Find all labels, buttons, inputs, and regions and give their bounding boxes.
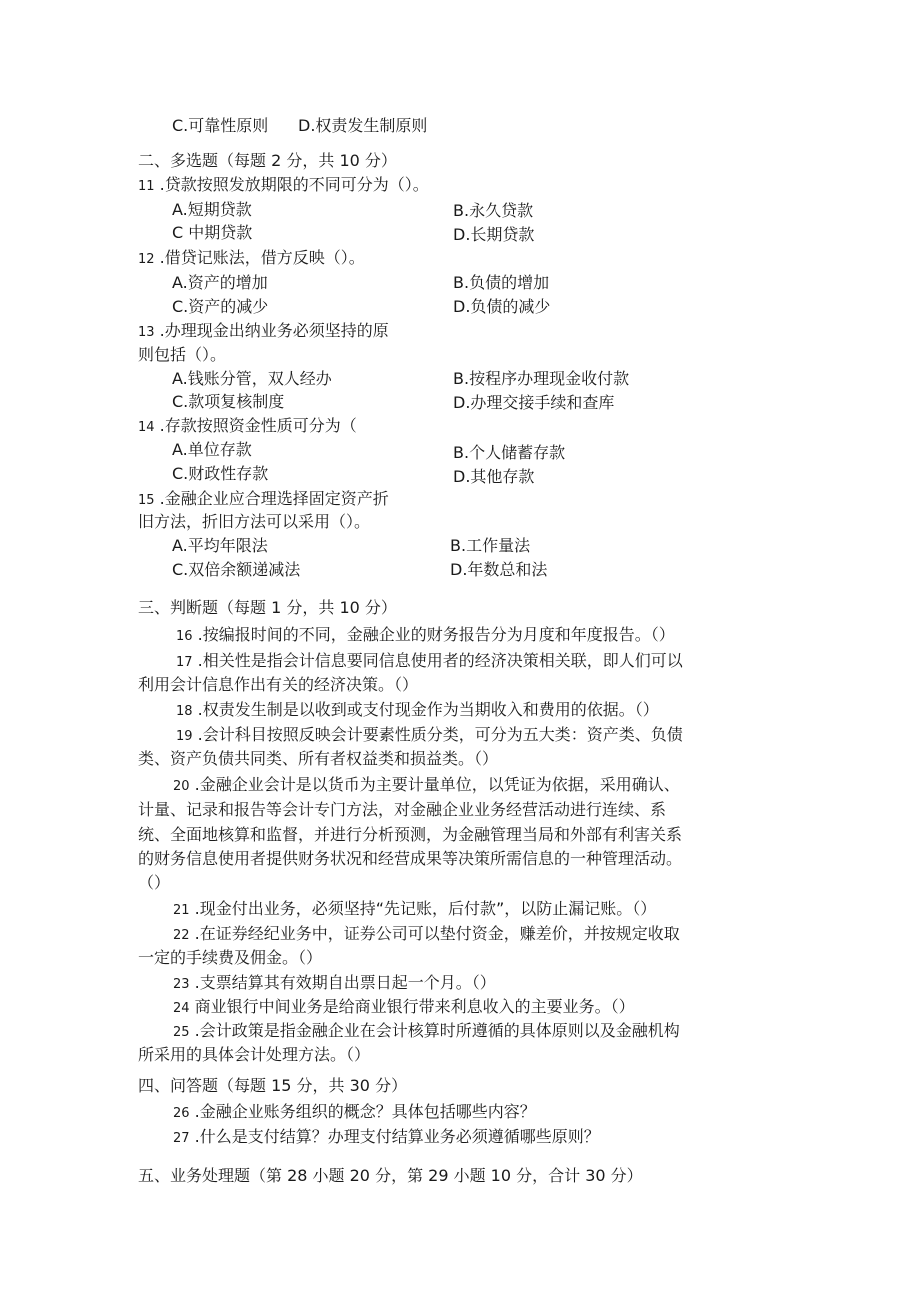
question: [138, 248, 365, 270]
statement-number: 21: [173, 903, 190, 918]
question-number: 26: [173, 1106, 190, 1121]
statement-number: 22: [173, 928, 190, 943]
option-b: B.工作量法: [450, 536, 531, 555]
question: [138, 416, 357, 438]
question: [138, 489, 389, 511]
question-text: .金融企业应合理选择固定资产折: [159, 489, 389, 508]
statement-text-continued: 所采用的具体会计处理方法。（）: [138, 1045, 371, 1064]
statement-text-continued: 统、全面地核算和监督，并进行分析预测，为金融管理当局和外部有利害关系: [138, 825, 683, 844]
statement-text: 商业银行中间业务是给商业银行带来利息收入的主要业务。（）: [194, 997, 635, 1016]
statement-text: .在证券经纪业务中，证券公司可以垫付资金，赚差价，并按规定收取: [194, 924, 680, 943]
statement-text-continued: 类、资产负债共同类、所有者权益类和损益类。（）: [138, 749, 499, 768]
question-text: .借贷记账法，借方反映（）。: [159, 248, 365, 267]
option-d: D.其他存款: [453, 467, 535, 486]
statement-number: 20: [173, 779, 190, 794]
option-b: B.永久贷款: [453, 201, 534, 220]
question: [173, 1127, 600, 1149]
section-heading: 四、问答题（每题 15 分，共 30 分）: [138, 1076, 408, 1095]
statement-text-continued: 的财务信息使用者提供财务状况和经营成果等决策所需信息的一种管理活动。: [138, 849, 683, 868]
option-d: D.长期贷款: [453, 225, 535, 244]
question-text: .存款按照资金性质可分为（: [159, 416, 357, 435]
option-a: A.钱账分管，双人经办: [172, 369, 332, 388]
option-c: C.财政性存款: [172, 464, 269, 483]
statement-text-continued: 计量、记录和报告等会计专门方法，对金融企业业务经营活动进行连续、系: [138, 800, 667, 819]
question-number: 13: [138, 325, 155, 340]
statement-text: .会计科目按照反映会计要素性质分类，可分为五大类：资产类、负债: [197, 725, 683, 744]
option-a: A.短期贷款: [172, 200, 252, 219]
option-c: C 中期贷款: [172, 223, 253, 242]
question-text: .金融企业账务组织的概念？具体包括哪些内容？: [194, 1102, 536, 1121]
question-number: 12: [138, 252, 155, 267]
question: [173, 1102, 536, 1124]
question-text-continued: 旧方法，折旧方法可以采用（）。: [138, 512, 371, 531]
question-number: 15: [138, 493, 155, 508]
option-b: B.个人储蓄存款: [453, 443, 566, 462]
statement-text-continued: 利用会计信息作出有关的经济决策。（）: [138, 675, 419, 694]
statement-number: 19: [176, 729, 193, 744]
statement: [173, 973, 496, 995]
option-b: B.按程序办理现金收付款: [453, 369, 630, 388]
question: [138, 321, 389, 343]
statement-text-continued: 一定的手续费及佣金。（）: [138, 948, 323, 967]
statement: [173, 775, 680, 797]
statement-text-continued: （）: [138, 873, 171, 892]
option-d: D.负债的减少: [453, 297, 551, 316]
statement-text: .按编报时间的不同，金融企业的财务报告分为月度和年度报告。（）: [197, 625, 675, 644]
option-d: D.权责发生制原则: [298, 116, 428, 135]
option-c: C.款项复核制度: [172, 392, 285, 411]
option-d: D.年数总和法: [450, 560, 548, 579]
option-c: C.可靠性原则: [172, 116, 269, 135]
option-a: A.单位存款: [172, 440, 252, 459]
section-heading: 三、判断题（每题 1 分，共 10 分）: [138, 598, 397, 617]
statement-number: 23: [173, 977, 190, 992]
question-text: .什么是支付结算？办理支付结算业务必须遵循哪些原则？: [194, 1127, 600, 1146]
statement-number: 16: [176, 629, 193, 644]
statement-number: 25: [173, 1025, 190, 1040]
statement: [176, 725, 683, 747]
statement-text: .权责发生制是以收到或支付现金作为当期收入和费用的依据。（）: [197, 700, 659, 719]
statement-text: .支票结算其有效期自出票日起一个月。（）: [194, 973, 496, 992]
option-a: A.资产的增加: [172, 273, 268, 292]
statement-text: .会计政策是指金融企业在会计核算时所遵循的具体原则以及金融机构: [194, 1021, 680, 1040]
question-number: 27: [173, 1131, 190, 1146]
statement: [176, 625, 675, 647]
statement: [173, 997, 635, 1019]
option-a: A.平均年限法: [172, 536, 268, 555]
statement: [173, 899, 656, 921]
question-text: .办理现金出纳业务必须坚持的原: [159, 321, 389, 340]
statement: [176, 651, 683, 673]
statement-number: 24: [173, 1001, 190, 1016]
section-heading: 二、多选题（每题 2 分，共 10 分）: [138, 151, 397, 170]
statement: [173, 924, 680, 946]
question-text-continued: 则包括（）。: [138, 345, 227, 364]
statement-number: 18: [176, 704, 193, 719]
question-text: .贷款按照发放期限的不同可分为（）。: [159, 175, 429, 194]
question-number: 11: [138, 179, 155, 194]
question: [138, 175, 429, 197]
statement-number: 17: [176, 655, 193, 670]
option-b: B.负债的增加: [453, 273, 550, 292]
statement-text: .金融企业会计是以货币为主要计量单位，以凭证为依据，采用确认、: [194, 775, 680, 794]
statement: [176, 700, 659, 722]
option-c: C.资产的减少: [172, 297, 269, 316]
option-d: D.办理交接手续和查库: [453, 393, 615, 412]
statement: [173, 1021, 680, 1043]
section-heading: 五、业务处理题（第 28 小题 20 分，第 29 小题 10 分，合计 30 分）: [138, 1166, 643, 1185]
statement-text: .现金付出业务，必须坚持“先记账，后付款”，以防止漏记账。（）: [194, 899, 657, 918]
question-number: 14: [138, 420, 155, 435]
statement-text: .相关性是指会计信息要同信息使用者的经济决策相关联，即人们可以: [197, 651, 683, 670]
option-c: C.双倍余额递减法: [172, 560, 301, 579]
